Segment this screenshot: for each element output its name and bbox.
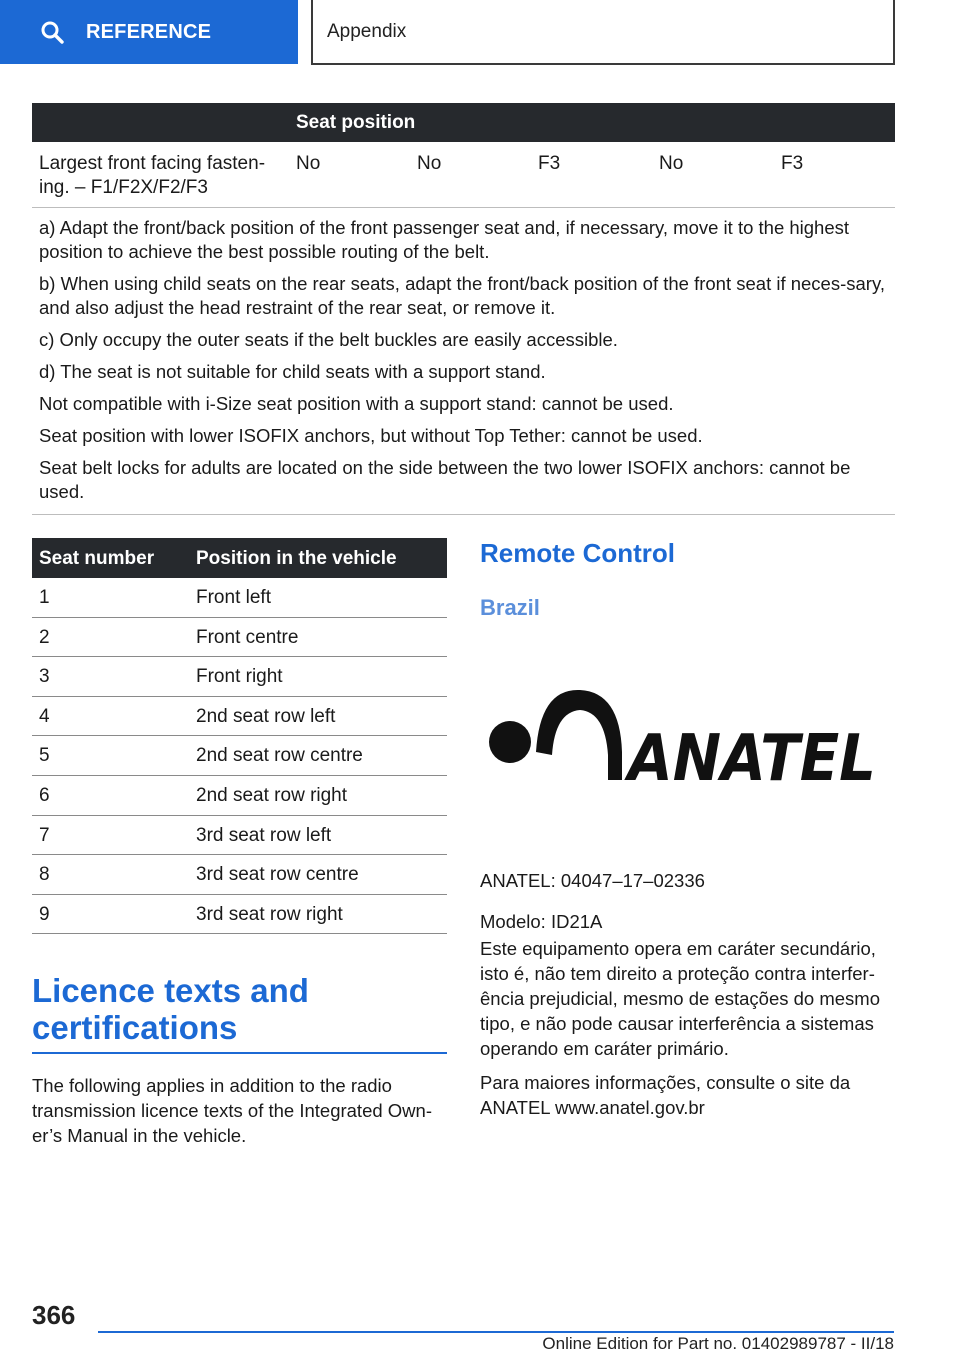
seat-number: 1 (39, 587, 50, 608)
seat-number: 6 (39, 784, 50, 806)
footer-divider (98, 1331, 894, 1333)
seat-position: 2nd seat row centre (196, 745, 363, 767)
table-row (32, 895, 447, 935)
seat-number: 3 (39, 666, 50, 688)
table-row (32, 776, 447, 816)
model-number: Modelo: ID21A (480, 911, 603, 932)
note: d) The seat is not suitable for child seats with a support stand. (39, 361, 546, 382)
column-header: Seat number (39, 548, 155, 569)
anatel-code: ANATEL: 04047–17–02336 (480, 870, 705, 891)
table-cell: No (659, 153, 684, 174)
seat-position: 3rd seat row centre (196, 864, 359, 886)
table-row (32, 657, 447, 697)
column-header: Position in the vehicle (196, 548, 397, 569)
seat-number: 7 (39, 824, 50, 846)
seat-position: Front centre (196, 626, 299, 648)
seat-number: 2 (39, 626, 50, 648)
table-cell: F3 (538, 153, 561, 174)
seat-position: Front left (196, 587, 271, 608)
seat-number-header (32, 538, 447, 578)
table-cell: No (296, 153, 321, 174)
anatel-logo-text: ANATEL (623, 722, 876, 796)
table-notes (32, 207, 895, 515)
table-row (32, 855, 447, 895)
reference-tab-label: REFERENCE (86, 20, 212, 43)
note: Seat belt locks for adults are located on the side between the two lower ISOFIX anchors: cannot be used. (39, 457, 851, 502)
table-row (32, 697, 447, 737)
seat-number: 4 (39, 705, 50, 727)
chapter-title: Appendix (327, 20, 407, 42)
page-number: 366 (32, 1300, 76, 1330)
table-row (32, 578, 447, 618)
licence-text: The following applies in addition to the radio transmission licence texts of the Integrated Own-er’s Manual in the vehicle. (32, 1075, 432, 1146)
row-label: Largest front facing fasten-ing. – F1/F2X/F2/F3 (39, 153, 266, 198)
table-cell: F3 (781, 153, 804, 174)
search-icon (40, 20, 64, 44)
seat-position-table (32, 103, 895, 208)
seat-number: 9 (39, 903, 50, 925)
anatel-info: Para maiores informações, consulte o site da ANATEL www.anatel.gov.br (480, 1072, 851, 1118)
seat-position: 2nd seat row right (196, 784, 348, 806)
table-cell: No (417, 153, 442, 174)
note: a) Adapt the front/back position of the front passenger seat and, if necessary, move it to the highest position to achieve the best possible routing of the belt. (39, 217, 850, 262)
remote-control-title: Remote Control (480, 538, 675, 568)
seat-position: 3rd seat row left (196, 824, 332, 846)
licence-section-title: Licence texts and certifications (32, 972, 447, 1054)
edition-info: Online Edition for Part no. 01402989787 - II/18 (542, 1334, 894, 1353)
chapter-header (311, 0, 895, 65)
table-row (32, 142, 895, 208)
seat-number: 8 (39, 864, 50, 886)
seat-position-header: Seat position (32, 103, 895, 142)
anatel-logo (480, 680, 880, 800)
seat-number-table (32, 538, 447, 934)
remote-control-text (480, 868, 900, 1129)
note: b) When using child seats on the rear seats, adapt the front/back position of the front seat if neces-sary, and also adjust the head restraint of the rear seat, or remove it. (39, 273, 885, 318)
note: Seat position with lower ISOFIX anchors, but without Top Tether: cannot be used. (39, 425, 703, 446)
reference-tab[interactable] (0, 0, 298, 64)
brazil-subtitle: Brazil (480, 595, 540, 620)
table-row (32, 736, 447, 776)
seat-number: 5 (39, 745, 50, 767)
seat-position: 3rd seat row right (196, 903, 343, 925)
table-row (32, 618, 447, 658)
seat-position: 2nd seat row left (196, 705, 336, 727)
note: c) Only occupy the outer seats if the belt buckles are easily accessible. (39, 329, 618, 350)
table-row (32, 816, 447, 856)
note: Not compatible with i-Size seat position with a support stand: cannot be used. (39, 393, 674, 414)
seat-position: Front right (196, 666, 283, 688)
anatel-notice: Este equipamento opera em caráter secundário, isto é, não tem direito a proteção contra interfer-ência prejudicial, mesmo de estações do mesmo tipo, e não pode causar interferência a sistemas operando em caráter primário. (480, 938, 880, 1059)
